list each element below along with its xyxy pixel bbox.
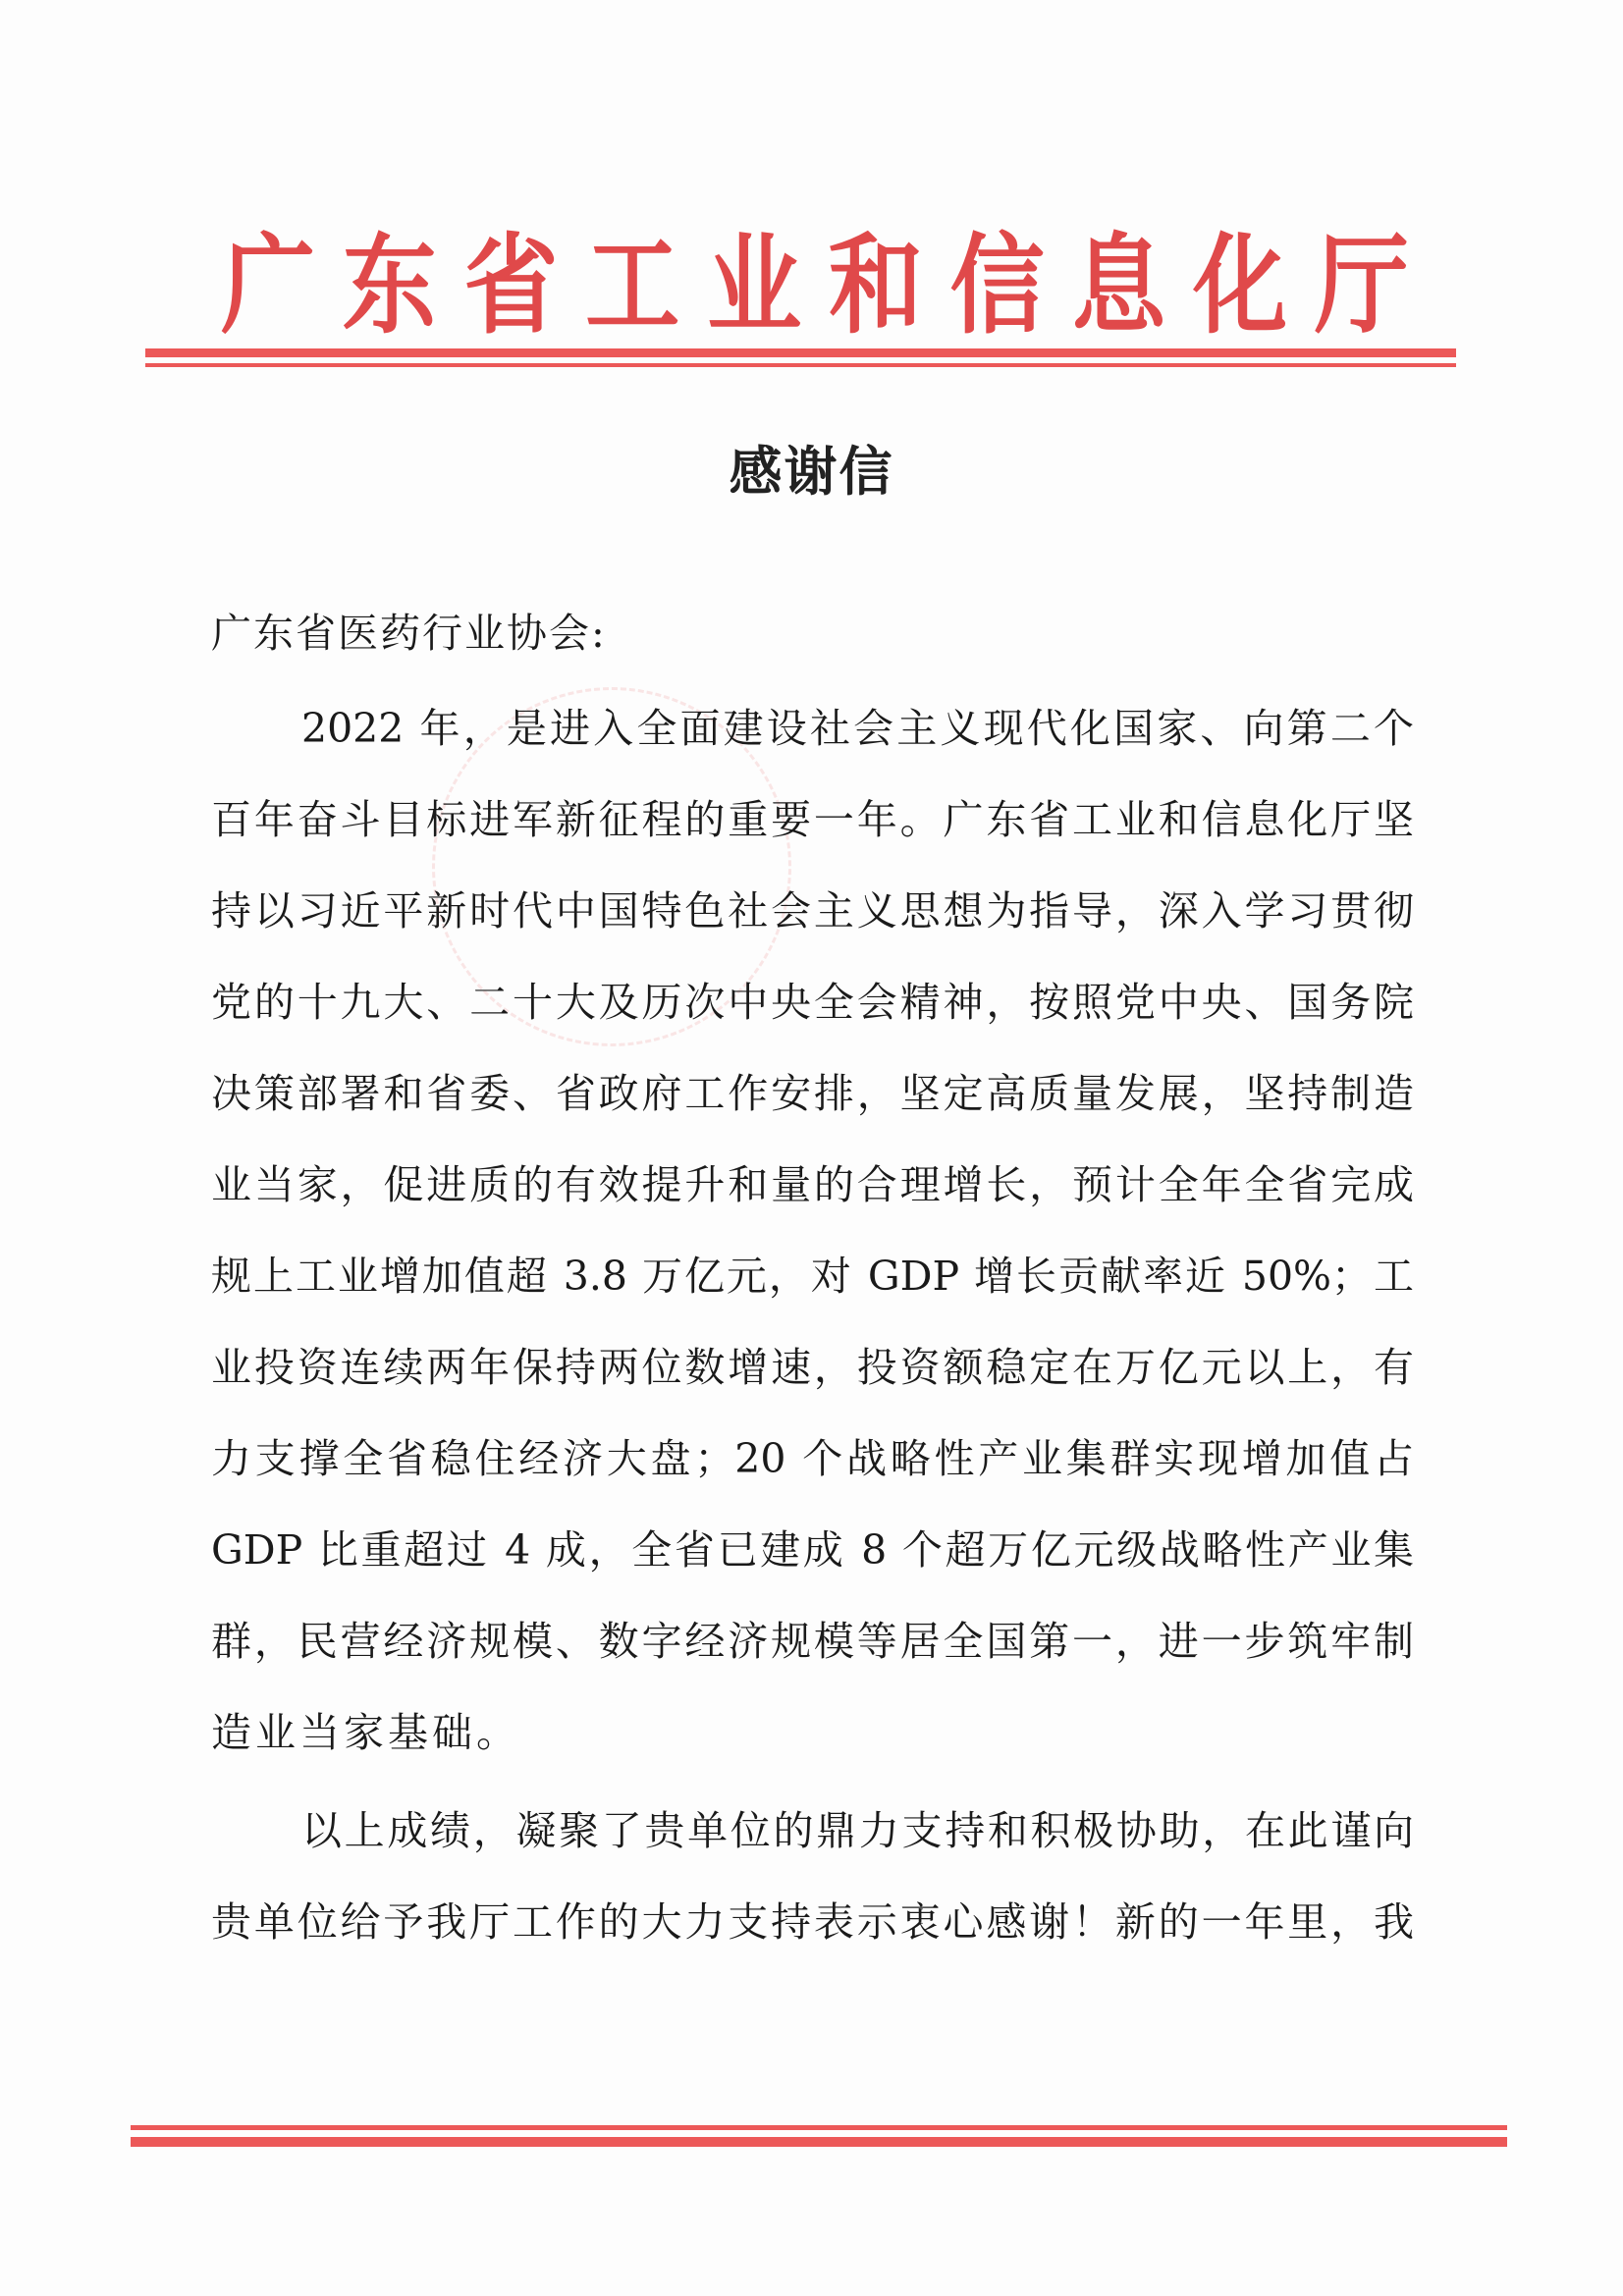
letterhead-char: 化: [1193, 222, 1288, 348]
body-line: 群，民营经济规模、数字经济规模等居全国第一，进一步筑牢制: [211, 1618, 1414, 1665]
letterhead-rule-thick: [145, 348, 1456, 357]
body-line: 规上工业增加值超 3.8 万亿元，对 GDP 增长贡献率近 50%；工: [211, 1253, 1414, 1300]
letterhead-char: 息: [1071, 222, 1166, 348]
body-line: 力支撑全省稳住经济大盘；20 个战略性产业集群实现增加值占: [211, 1435, 1414, 1482]
letterhead-rule-thin: [145, 363, 1456, 367]
letterhead-char: 东: [342, 222, 437, 348]
letterhead-char: 厅: [1314, 222, 1409, 348]
letterhead-org-name: [221, 215, 1409, 356]
body-line: 2022 年，是进入全面建设社会主义现代化国家、向第二个: [301, 705, 1414, 752]
body-line: 党的十九大、二十大及历次中央全会精神，按照党中央、国务院: [211, 979, 1414, 1026]
body-line: 决策部署和省委、省政府工作安排，坚定高质量发展，坚持制造: [211, 1070, 1414, 1117]
body-line: 以上成绩，凝聚了贵单位的鼎力支持和积极协助，在此谨向: [301, 1807, 1414, 1854]
salutation: 广东省医药行业协会:: [211, 610, 607, 657]
body-line: 业投资连续两年保持两位数增速，投资额稳定在万亿元以上，有: [211, 1344, 1414, 1391]
body-line: GDP 比重超过 4 成，全省已建成 8 个超万亿元级战略性产业集: [211, 1526, 1414, 1574]
body-line: 业当家，促进质的有效提升和量的合理增长，预计全年全省完成: [211, 1161, 1414, 1208]
body-line: 贵单位给予我厅工作的大力支持表示衷心感谢！新的一年里，我: [211, 1898, 1414, 1946]
footer-rule-thick: [131, 2137, 1507, 2147]
document-title: 感谢信: [729, 441, 894, 503]
body-line: 持以习近平新时代中国特色社会主义思想为指导，深入学习贯彻: [211, 887, 1414, 934]
letterhead-char: 业: [707, 222, 802, 348]
letterhead-char: 省: [463, 222, 559, 348]
letterhead-char: 和: [828, 222, 923, 348]
letterhead-char: 广: [221, 222, 315, 348]
letterhead-char: 信: [949, 222, 1045, 348]
letterhead-char: 工: [585, 222, 680, 348]
body-line: 造业当家基础。: [211, 1709, 520, 1756]
body-line: 百年奋斗目标进军新征程的重要一年。广东省工业和信息化厅坚: [211, 796, 1414, 843]
footer-rule-thin: [131, 2125, 1507, 2130]
